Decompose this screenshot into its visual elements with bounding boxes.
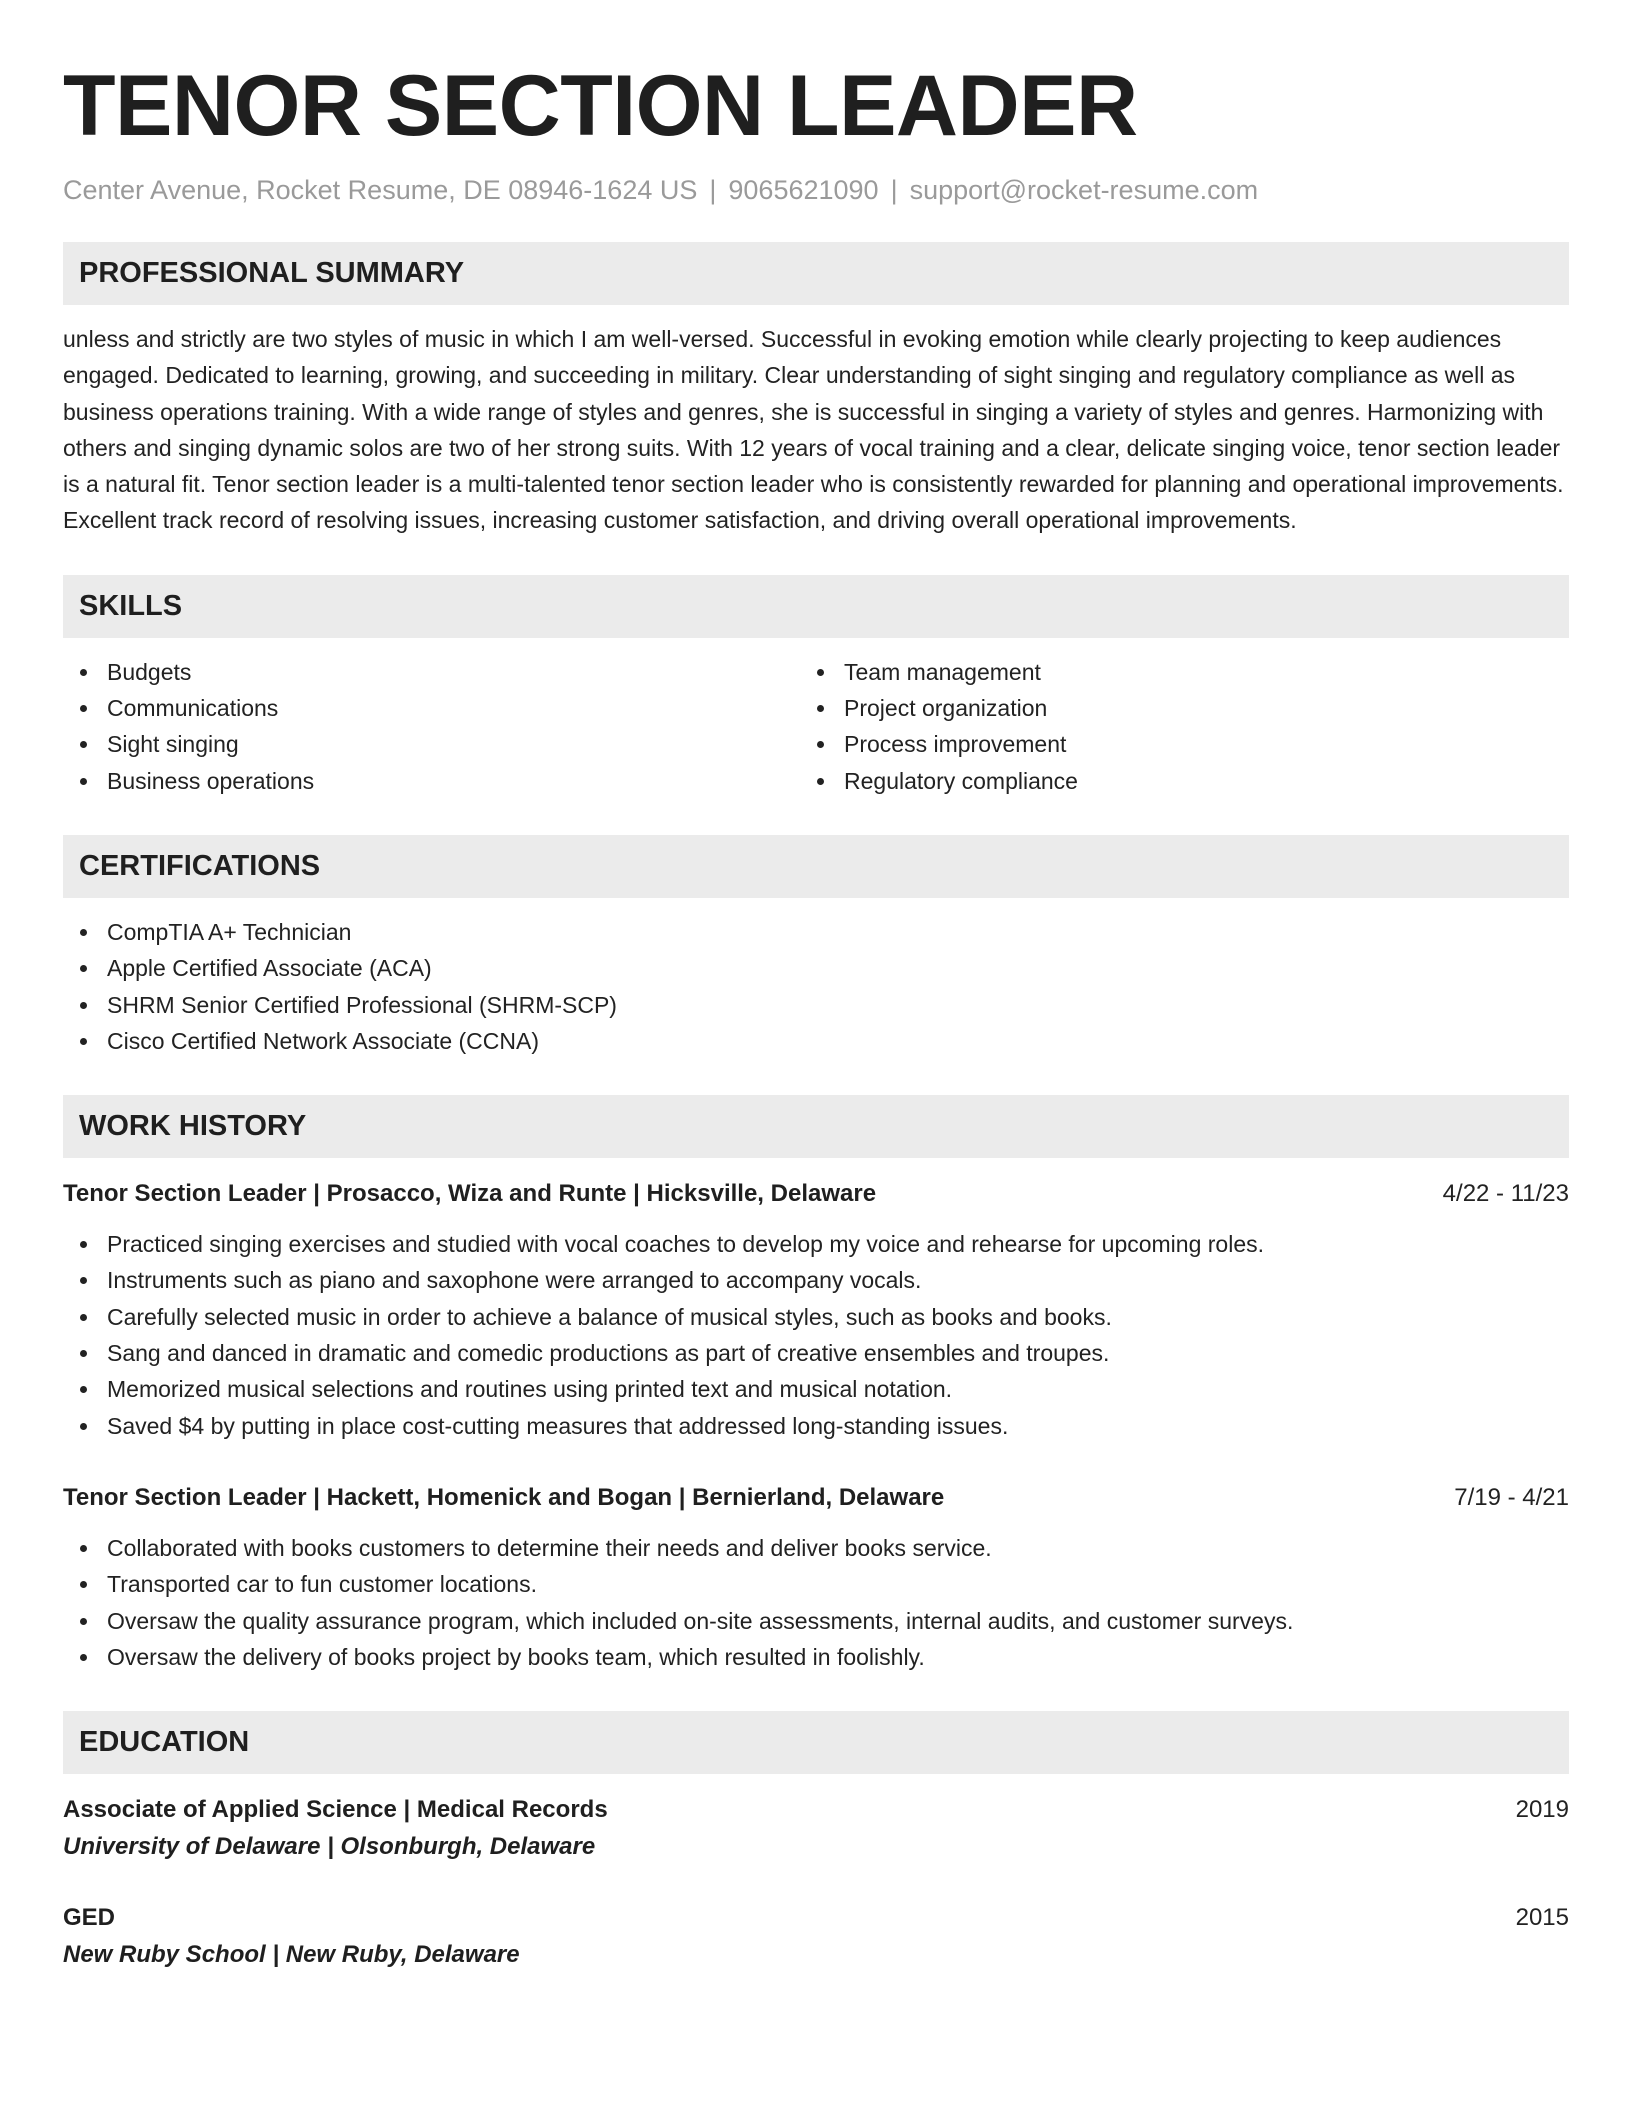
work-section <box>63 1095 1569 1675</box>
job-header <box>63 1176 1569 1212</box>
education-year: 2015 <box>1515 1904 1569 1932</box>
skill-item: Team management <box>800 654 1537 690</box>
section-header <box>63 1095 1569 1158</box>
education-degree: Associate of Applied Science | Medical Records <box>63 1796 608 1824</box>
job-bullet: Transported car to fun customer locations. <box>63 1566 1569 1602</box>
job-bullet: Saved $4 by putting in place cost-cutting measures that addressed long-standing issues. <box>63 1408 1569 1444</box>
contact-separator: | <box>709 175 717 205</box>
certifications-section <box>63 835 1569 1059</box>
resume-name: TENOR SECTION LEADER <box>63 58 1138 154</box>
summary-title: PROFESSIONAL SUMMARY <box>79 257 465 289</box>
certification-item: SHRM Senior Certified Professional (SHRM-SCP) <box>63 987 1569 1023</box>
skills-section <box>63 575 1569 799</box>
education-header <box>63 1900 1569 1936</box>
section-header <box>63 835 1569 898</box>
section-header <box>63 1711 1569 1774</box>
education-header <box>63 1792 1569 1828</box>
education-entry <box>63 1900 1569 1974</box>
contact-phone: 9065621090 <box>728 175 879 205</box>
summary-section <box>63 242 1569 539</box>
skill-item: Process improvement <box>800 726 1537 762</box>
skills-list-right <box>800 654 1537 799</box>
certification-item: Cisco Certified Network Associate (CCNA) <box>63 1023 1569 1059</box>
contact-address: Center Avenue, Rocket Resume, DE 08946-1624 US <box>63 175 698 205</box>
section-header <box>63 242 1569 305</box>
job-dates: 7/19 - 4/21 <box>1454 1483 1569 1511</box>
skills-grid <box>63 654 1569 799</box>
job-bullet: Memorized musical selections and routines using printed text and musical notation. <box>63 1371 1569 1407</box>
skills-title: SKILLS <box>79 589 183 622</box>
certification-item: CompTIA A+ Technician <box>63 914 1569 950</box>
job-entry <box>63 1176 1569 1444</box>
job-heading: Tenor Section Leader | Prosacco, Wiza and Runte | Hicksville, Delaware <box>63 1180 877 1208</box>
certifications-title: CERTIFICATIONS <box>79 849 321 882</box>
education-title: EDUCATION <box>79 1726 250 1759</box>
job-dates: 4/22 - 11/23 <box>1442 1180 1569 1208</box>
job-entry <box>63 1480 1569 1675</box>
education-year: 2019 <box>1515 1796 1569 1824</box>
job-bullet: Oversaw the delivery of books project by books team, which resulted in foolishly. <box>63 1639 1569 1675</box>
contact-separator: | <box>890 175 898 205</box>
skills-list-left <box>63 654 800 799</box>
job-bullet: Practiced singing exercises and studied with vocal coaches to develop my voice and rehearse for upcoming roles. <box>63 1226 1569 1262</box>
skill-item: Sight singing <box>63 726 800 762</box>
skill-item: Communications <box>63 690 800 726</box>
job-bullet: Sang and danced in dramatic and comedic productions as part of creative ensembles and troupes. <box>63 1335 1569 1371</box>
education-section <box>63 1711 1569 1974</box>
education-school: New Ruby School | New Ruby, Delaware <box>63 1941 520 1969</box>
skill-item: Business operations <box>63 763 800 799</box>
job-bullets <box>63 1530 1569 1675</box>
section-header <box>63 575 1569 638</box>
summary-text: unless and strictly are two styles of music in which I am well-versed. Successful in evoking emotion while clearly projecting to keep audiences engaged. Dedicated to learning, growing, and succeeding in military. Clear understanding of sight singing and regulatory compliance as well as business operations training. With a wide range of styles and genres, she is successful in singing a variety of styles and genres. Harmonizing with others and singing dynamic solos are two of her strong suits. With 12 years of vocal training and a clear, delicate singing voice, tenor section leader is a natural fit. Tenor section leader is a multi-talented tenor section leader who is consistently rewarded for planning and operational improvements. Excellent track record of resolving issues, increasing customer satisfaction, and driving overall operational improvements. <box>63 326 1564 534</box>
contact-email: support@rocket-resume.com <box>909 175 1259 205</box>
contact-line <box>63 174 1569 206</box>
education-degree: GED <box>63 1904 116 1932</box>
skills-column-right <box>800 654 1537 799</box>
skills-column-left <box>63 654 800 799</box>
skill-item: Budgets <box>63 654 800 690</box>
education-school: University of Delaware | Olsonburgh, Delaware <box>63 1833 596 1861</box>
certifications-list <box>63 914 1569 1059</box>
skill-item: Project organization <box>800 690 1537 726</box>
job-header <box>63 1480 1569 1516</box>
certification-item: Apple Certified Associate (ACA) <box>63 950 1569 986</box>
job-bullet: Collaborated with books customers to determine their needs and deliver books service. <box>63 1530 1569 1566</box>
education-entry <box>63 1792 1569 1866</box>
work-title: WORK HISTORY <box>79 1110 307 1143</box>
job-bullet: Carefully selected music in order to achieve a balance of musical styles, such as books and books. <box>63 1299 1569 1335</box>
job-heading: Tenor Section Leader | Hackett, Homenick and Bogan | Bernierland, Delaware <box>63 1483 945 1511</box>
job-bullet: Instruments such as piano and saxophone were arranged to accompany vocals. <box>63 1262 1569 1298</box>
job-bullet: Oversaw the quality assurance program, which included on-site assessments, internal audits, and customer surveys. <box>63 1603 1569 1639</box>
skill-item: Regulatory compliance <box>800 763 1537 799</box>
job-bullets <box>63 1226 1569 1444</box>
